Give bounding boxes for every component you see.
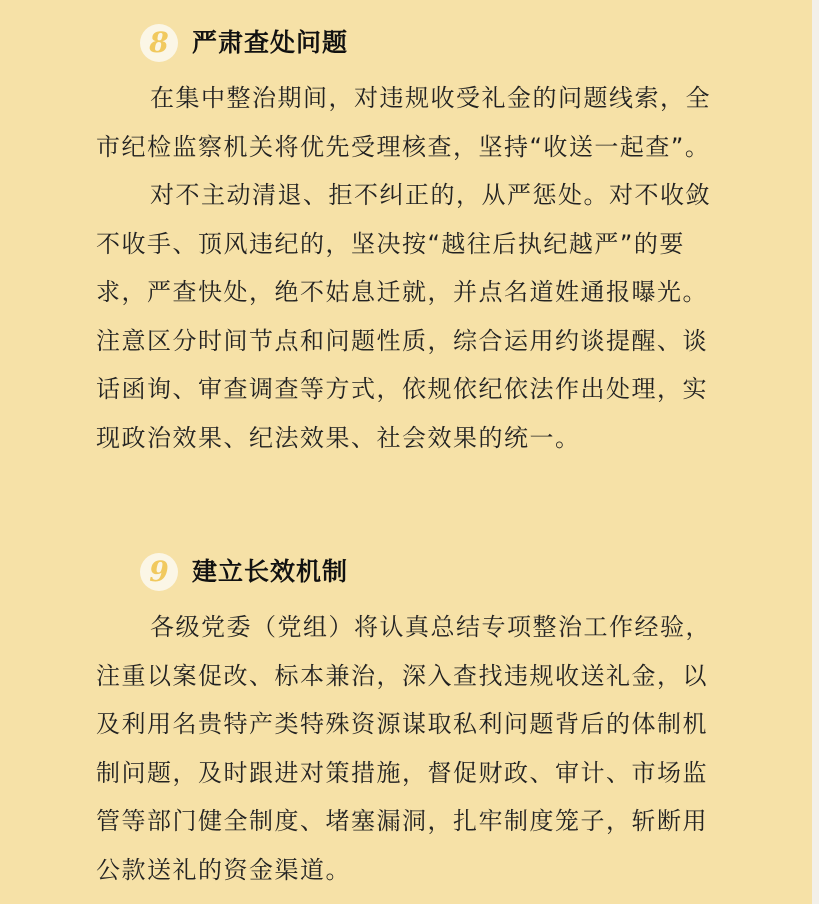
- section-title: 建立长效机制: [192, 557, 349, 586]
- section-heading: [0, 20, 819, 66]
- paragraph-text: 各级党委（党组）将认真总结专项整治工作经验，注重以案促改、标本兼治，深入查找违规收送礼金，以及利用名贵特产类特殊资源谋取私利问题背后的体制机制问题，及时跟进对策措施，督促财政、审计、市场监管等部门健全制度、堵塞漏洞，扎牢制度笼子，斩断用公款送礼的资金渠道。: [96, 613, 711, 884]
- section-number: 8: [149, 26, 169, 59]
- section-title: 严肃查处问题: [192, 28, 349, 57]
- section-heading: [0, 549, 819, 595]
- section-number-badge: [140, 553, 178, 591]
- paragraph: [0, 603, 716, 894]
- paragraph-text: 在集中整治期间，对违规收受礼金的问题线索，全市纪检监察机关将优先受理核查，坚持“收送一起查”。: [96, 84, 711, 161]
- section-long-term-mechanism: [0, 549, 819, 894]
- section-number: 9: [149, 555, 169, 588]
- paragraph-text: 对不主动清退、拒不纠正的，从严惩处。对不收敛不收手、顶风违纪的，坚决按“越往后执纪越严”的要求，严查快处，绝不姑息迁就，并点名道姓通报曝光。注意区分时间节点和问题性质，综合运用约谈提醒、谈话函询、审查调查等方式，依规依纪依法作出处理，实现政治效果、纪法效果、社会效果的统一。: [96, 181, 711, 452]
- page-edge: [812, 0, 819, 904]
- paragraph: [0, 171, 716, 462]
- section-number-badge: [140, 24, 178, 62]
- paragraph: [0, 74, 716, 171]
- section-strict-investigation: [0, 20, 819, 462]
